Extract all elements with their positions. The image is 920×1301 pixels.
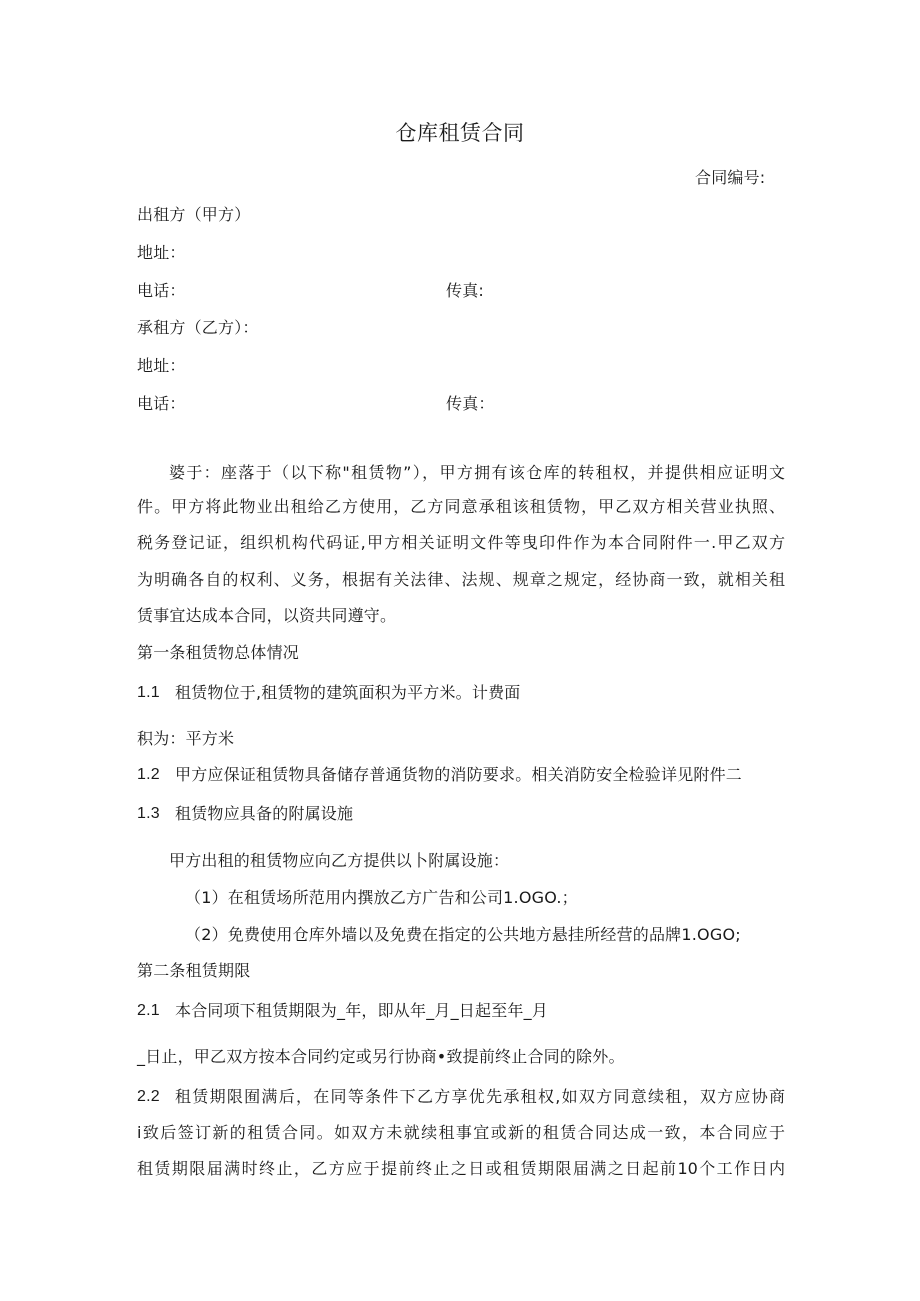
clause-1-1-number: 1.1 — [137, 684, 160, 701]
lessee-phone-label: 电话： — [137, 394, 186, 413]
clause-2-2-number: 2.2 — [137, 1088, 160, 1105]
facilities-intro: 甲方出租的租赁物应向乙方提供以卜附属设施： — [169, 851, 510, 870]
article-1-heading: 第一条租赁物总体情况 — [137, 643, 300, 662]
clause-1-2-number: 1.2 — [137, 766, 160, 783]
clause-2-2-text: 租赁期限囿满后，在同等条件下乙方享优先承租权,如双方同意续租，双方应协商 — [175, 1087, 785, 1106]
contract-number-label: 合同编号: — [695, 168, 766, 187]
preamble-line: 赁事宜达成本合同，以资共同遵守。 — [137, 606, 397, 625]
clause-1-3-text: 租赁物应具备的附属设施 — [175, 804, 354, 823]
clause-2-1-number: 2.1 — [137, 1002, 160, 1019]
lessor-phone-label: 电话： — [137, 281, 186, 300]
lessee-heading: 承租方（乙方）： — [137, 318, 259, 337]
clause-2-2-text: i致后签订新的租赁合同。如双方未就续租事宜或新的租赁合同达成一致，本合同应于 — [137, 1123, 785, 1142]
facility-item: （1）在租赁场所范用内撰放乙方广告和公司1.OGO.； — [185, 888, 578, 907]
clause-1-2-text: 甲方应保证租赁物具备储存普通货物的消防要求。相关消防安全检验详见附件二 — [175, 765, 743, 784]
clause-1-3-number: 1.3 — [137, 805, 160, 822]
preamble-line: 为明确各自的权利、义务，根据有关法律、法规、规章之规定，经协商一致，就相关租 — [137, 570, 785, 589]
lessor-address-label: 地址： — [137, 243, 186, 262]
clause-1-1-continued: 积为：平方米 — [137, 729, 235, 748]
preamble-line: 婆于：座落于（以下称"租赁物”），甲方拥有该仓库的转租权，并提供相应证明文 — [169, 463, 785, 482]
lessee-fax-label: 传真： — [446, 394, 495, 413]
preamble-line: 税务登记证，组织机构代码证,甲方相关证明文件等曳印件作为本合同附件一.甲乙双方 — [137, 533, 785, 552]
preamble-line: 件。甲方将此物业出租给乙方使用，乙方同意承租该租赁物，甲乙双方相关营业执照、 — [137, 497, 785, 516]
lessee-address-label: 地址： — [137, 356, 186, 375]
clause-2-1-continued: _日止，甲乙双方按本合同约定或另行协商•致提前终止合同的除外。 — [137, 1047, 625, 1066]
facility-item: （2）免费使用仓库外墙以及免费在指定的公共地方悬挂所经营的品牌1.OGO; — [185, 925, 741, 944]
article-2-heading: 第二条租赁期限 — [137, 961, 251, 980]
clause-1-1-text: 租赁物位于,租赁物的建筑面积为平方米。计费面 — [175, 683, 521, 702]
clause-2-1-text: 本合同项下租赁期限为_年，即从年_月_日起至年_月 — [175, 1001, 549, 1020]
lessor-fax-label: 传真: — [446, 281, 484, 300]
page-title: 仓库租赁合同 — [395, 121, 525, 145]
clause-2-2-text: 租赁期限届满时终止，乙方应于提前终止之日或租赁期限届满之日起前10个工作日内 — [137, 1159, 785, 1178]
lessor-heading: 出租方（甲方） — [137, 205, 251, 224]
